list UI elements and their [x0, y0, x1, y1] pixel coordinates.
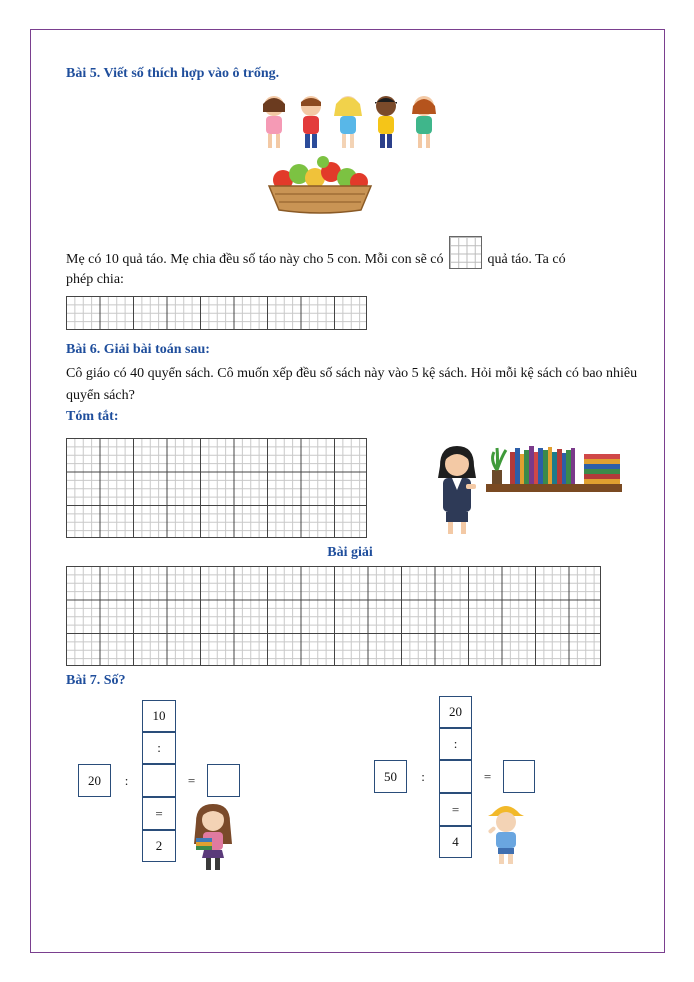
right-left-number: 50: [374, 760, 407, 793]
bai5-answer-grid[interactable]: [66, 296, 367, 330]
apple-basket-illustration: [265, 156, 375, 214]
right-top-cell: 20: [439, 696, 472, 728]
left-right-answer-box[interactable]: [207, 764, 240, 797]
left-horizontal-equals: =: [176, 764, 207, 797]
left-horizontal-divide: :: [111, 764, 142, 797]
left-bottom-cell: 2: [142, 830, 176, 862]
bai6-solution-label: Bài giải: [327, 545, 373, 560]
bai5-text-part1: Mẹ có 10 quả táo. Mẹ chia đều số táo này cho 5 con. Mỗi con sẽ có: [66, 252, 444, 267]
answer-box[interactable]: [449, 236, 482, 269]
left-center-answer-box[interactable]: [142, 764, 176, 797]
bai5-problem-line1: [66, 236, 646, 271]
bai6-solution-grid[interactable]: [66, 566, 601, 666]
right-horizontal-equals: =: [472, 760, 503, 793]
left-vertical-equals: =: [142, 797, 176, 830]
left-left-number: 20: [78, 764, 111, 797]
right-vertical-divide: :: [439, 728, 472, 760]
left-top-cell: 10: [142, 700, 176, 732]
bookshelf-illustration: [484, 444, 624, 494]
bai6-summary-grid[interactable]: [66, 438, 367, 538]
boy-illustration: [486, 800, 526, 866]
right-center-answer-box[interactable]: [439, 760, 472, 793]
right-horizontal-divide: :: [407, 760, 439, 793]
bai6-problem: Cô giáo có 40 quyển sách. Cô muốn xếp đều số sách này vào 5 kệ sách. Hỏi mỗi kệ sách có bao nhiêu quyển sách?: [66, 366, 638, 403]
left-vertical-divide: :: [142, 732, 176, 764]
bai5-problem-line2: phép chia:: [66, 272, 124, 287]
teacher-illustration: [430, 444, 484, 538]
children-illustration: [256, 92, 442, 154]
bai5-title: Bài 5. Viết số thích hợp vào ô trống.: [66, 66, 280, 81]
right-bottom-cell: 4: [439, 826, 472, 858]
right-vertical-equals: =: [439, 793, 472, 826]
bai5-text-part2: quả táo. Ta có: [487, 252, 566, 267]
right-right-answer-box[interactable]: [503, 760, 535, 793]
bai7-title: Bài 7. Số?: [66, 673, 126, 688]
bai6-title: Bài 6. Giải bài toán sau:: [66, 342, 210, 357]
bai6-summary-label: Tóm tắt:: [66, 409, 119, 424]
girl-illustration: [190, 802, 236, 872]
